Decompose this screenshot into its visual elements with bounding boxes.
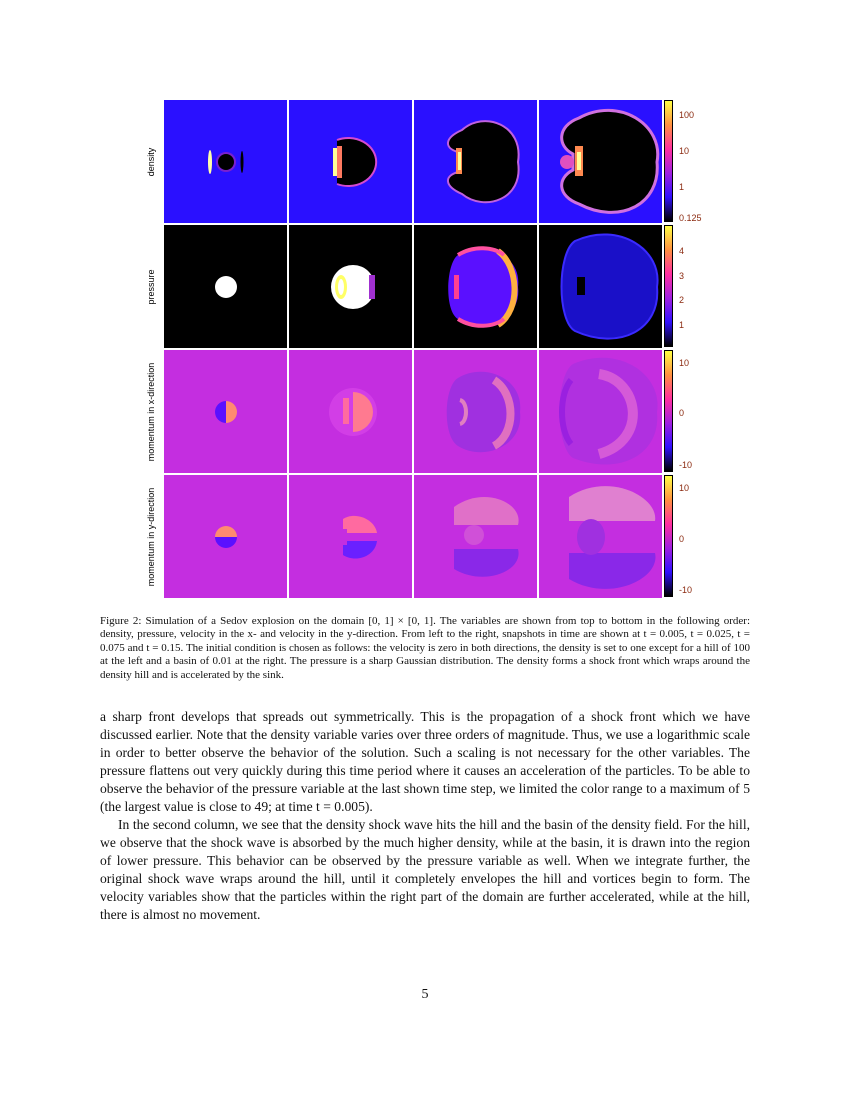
pressure-tick: 4 <box>679 246 685 256</box>
pressure-panel-t4 <box>539 225 662 348</box>
momentum-x-tick: -10 <box>679 460 693 470</box>
row-label-momentum-x: momentum in x-direction <box>146 362 156 461</box>
density-tick: 100 <box>679 110 695 120</box>
momentum-x-tick: 0 <box>679 408 685 418</box>
momentum-y-tick: -10 <box>679 585 693 595</box>
density-tick: 10 <box>679 146 690 156</box>
row-label-density: density <box>146 147 156 176</box>
figure-caption: Figure 2: Simulation of a Sedov explosion on the domain [0, 1] × [0, 1]. The variables are shown from top to bottom in the following order: density, pressure, velocity in the x- and velocity in the y-direction. From left to the right, snapshots in time are shown at t = 0.005, t = 0.025, t = 0.075 and t = 0.15. The initial condition is chosen as follows: the velocity is zero in both directions, the density is set to one except for a hill of 100 at the left and a basin of 0.01 at the right. The pressure is a sharp Gaussian distribution. The density forms a shock front which wraps around the density hill and is accelerated by the sink. <box>100 615 750 681</box>
density-panel-t1 <box>164 100 287 223</box>
paragraph-1: a sharp front develops that spreads out symmetrically. This is the propagation of a shock front which we have discussed earlier. Note that the density variable varies over three orders of magnitude. Thus, we use a logarithmic scale in order to better observe the behavior of the solution. Such a scaling is not necessary for the other variables. The pressure flattens out very quickly during this time period where it causes an acceleration of the particles. To be able to observe the behavior of the pressure variable at the last shown time step, we limited the color range to a maximum of 5 (the largest value is close to 49; at time t = 0.005). <box>100 709 750 814</box>
density-tick: 1 <box>679 182 685 192</box>
momentum-y-panel-t4 <box>539 475 662 598</box>
row-label-momentum-y: momentum in y-direction <box>146 487 156 586</box>
momentum-y-panel-t3 <box>414 475 537 598</box>
pressure-panel-t3 <box>414 225 537 348</box>
momentum-x-panel-t2 <box>289 350 412 473</box>
momentum-y-panel-t2 <box>289 475 412 598</box>
density-panel-t4 <box>539 100 662 223</box>
pressure-tick: 1 <box>679 320 685 330</box>
momentum-y-tick: 0 <box>679 534 685 544</box>
density-colorbar <box>664 100 673 222</box>
momentum-x-panel-t4 <box>539 350 662 473</box>
momentum-y-colorbar <box>664 475 673 597</box>
row-label-pressure: pressure <box>146 268 156 305</box>
density-panel-t3 <box>414 100 537 223</box>
pressure-colorbar <box>664 225 673 347</box>
paragraph-2: In the second column, we see that the density shock wave hits the hill and the basin of the density field. For the hill, we observe that the shock wave is absorbed by the much higher density, while at the basin, it is drawn into the region of lower pressure. This behavior can be observed by the pressure variable as well. When we integrate further, the original shock wave wraps around the hill, until it completely envelopes the hill and vortices begin to form. The velocity variables show that the particles within the right part of the domain are further accelerated, while at the hill, there is almost no movement. <box>100 817 750 922</box>
body-text <box>100 708 750 924</box>
pressure-tick: 2 <box>679 295 685 305</box>
momentum-x-panel-t1 <box>164 350 287 473</box>
momentum-y-panel-t1 <box>164 475 287 598</box>
momentum-y-tick: 10 <box>679 483 690 493</box>
momentum-x-panel-t3 <box>414 350 537 473</box>
density-panel-t2 <box>289 100 412 223</box>
pressure-tick: 3 <box>679 271 685 281</box>
momentum-x-colorbar <box>664 350 673 472</box>
figure-2 <box>140 98 700 598</box>
pressure-panel-t2 <box>289 225 412 348</box>
page-number: 5 <box>421 987 429 1002</box>
density-tick: 0.125 <box>679 213 702 223</box>
pressure-panel-t1 <box>164 225 287 348</box>
momentum-x-tick: 10 <box>679 358 690 368</box>
